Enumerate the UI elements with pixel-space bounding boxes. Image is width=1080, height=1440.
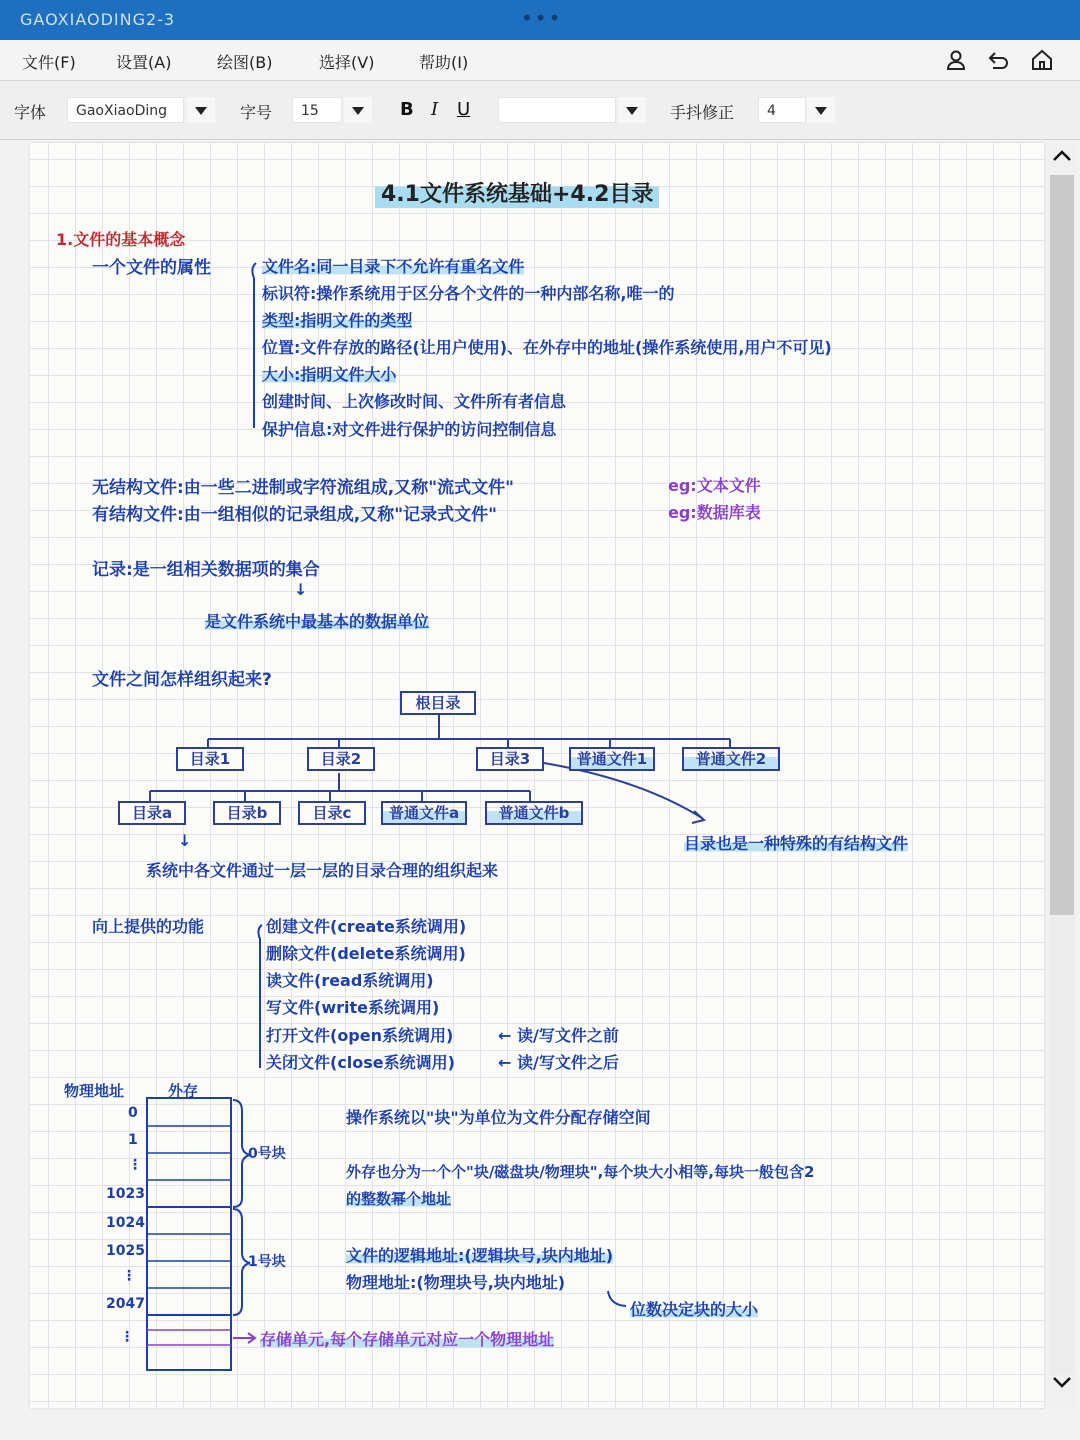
section-heading: 1.文件的基本概念 [56, 230, 186, 249]
scroll-up-icon[interactable] [1052, 149, 1072, 163]
address-value: ⋮ [120, 1329, 134, 1345]
scroll-thumb[interactable] [1050, 175, 1074, 915]
op-line: 删除文件(delete系统调用) [266, 944, 466, 963]
underline-button[interactable]: U [457, 99, 471, 120]
user-icon[interactable] [944, 48, 968, 72]
address-value: 0 [128, 1105, 138, 1121]
shake-dropdown-icon[interactable] [807, 97, 835, 123]
open-note: ← 读/写文件之前 [498, 1026, 619, 1045]
tree-node-root: 根目录 [400, 691, 476, 715]
close-note: ← 读/写文件之后 [498, 1053, 619, 1072]
address-value: ⋮ [122, 1268, 136, 1284]
tree-node: 普通文件a [381, 801, 467, 825]
tree-node: 目录a [118, 801, 186, 825]
op-line: 关闭文件(close系统调用) [266, 1053, 455, 1072]
menu-help[interactable]: 帮助(I) [419, 53, 469, 72]
unstructured-example: eg:文本文件 [668, 476, 761, 495]
tree-node: 目录1 [176, 747, 244, 771]
tree-node: 目录b [213, 801, 281, 825]
undo-icon[interactable] [987, 48, 1011, 72]
font-dropdown-icon[interactable] [187, 97, 215, 123]
menu-bar [0, 40, 1080, 81]
diagram-lines [30, 143, 1044, 1408]
logical-address-note: 文件的逻辑地址:(逻辑块号,块内地址) [346, 1246, 614, 1265]
address-value: ⋮ [128, 1157, 142, 1173]
attr-line: 创建时间、上次修改时间、文件所有者信息 [262, 392, 567, 411]
functions-heading: 向上提供的功能 [92, 917, 205, 936]
address-value: 1 [128, 1132, 138, 1148]
attr-line: 类型:指明文件的类型 [262, 311, 413, 330]
shake-correction-label: 手抖修正 [670, 103, 735, 122]
down-arrow-icon: ↓ [294, 580, 308, 599]
tree-node: 目录c [298, 801, 366, 825]
organization-question: 文件之间怎样组织起来? [92, 670, 272, 690]
vertical-scrollbar[interactable] [1047, 143, 1077, 1408]
more-options-icon[interactable]: ••• [521, 6, 563, 30]
bits-note: 位数决定块的大小 [630, 1300, 759, 1319]
tree-node: 普通文件2 [682, 747, 780, 771]
attr-line: 保护信息:对文件进行保护的访问控制信息 [262, 420, 557, 439]
menu-settings[interactable]: 设置(A) [116, 53, 172, 72]
attr-line: 文件名:同一目录下不允许有重名文件 [262, 257, 525, 276]
tree-node: 目录3 [476, 747, 544, 771]
record-definition: 记录:是一组相关数据项的集合 [92, 560, 320, 580]
op-line: 打开文件(open系统调用) [266, 1026, 454, 1045]
title-bar [0, 0, 1080, 40]
blocks-note-line-2: 的整数幂个地址 [346, 1190, 452, 1208]
physical-address-label: 物理地址 [64, 1082, 125, 1100]
op-line: 写文件(write系统调用) [266, 998, 440, 1017]
font-label: 字体 [14, 103, 47, 122]
address-value: 2047 [106, 1296, 145, 1312]
attr-line: 大小:指明文件大小 [262, 365, 397, 384]
menu-file[interactable]: 文件(F) [22, 53, 76, 72]
italic-button[interactable]: I [431, 99, 439, 120]
tree-node: 普通文件1 [569, 747, 655, 771]
block-1-label: 1号块 [248, 1254, 286, 1270]
window-title: GAOXIAODING2-3 [20, 10, 176, 29]
blocks-note-line-1: 外存也分为一个个"块/磁盘块/物理块",每个块大小相等,每块一般包含2 [346, 1163, 815, 1181]
op-line: 创建文件(create系统调用) [266, 917, 467, 936]
color-dropdown-icon[interactable] [618, 97, 646, 123]
tree-node: 普通文件b [485, 801, 583, 825]
attr-line: 标识符:操作系统用于区分各个文件的一种内部名称,唯一的 [262, 284, 675, 303]
menu-select[interactable]: 选择(V) [319, 53, 375, 72]
tree-node: 目录2 [307, 747, 375, 771]
address-value: 1025 [106, 1243, 145, 1259]
note-title: 4.1文件系统基础+4.2目录 [375, 177, 659, 208]
size-select[interactable]: 15 [292, 97, 342, 123]
record-note: 是文件系统中最基本的数据单位 [205, 612, 430, 631]
size-dropdown-icon[interactable] [344, 97, 372, 123]
format-toolbar [0, 81, 1080, 140]
structured-example: eg:数据库表 [668, 503, 761, 522]
note-canvas[interactable] [30, 143, 1044, 1408]
tree-note: 系统中各文件通过一层一层的目录合理的组织起来 [146, 861, 499, 880]
font-select[interactable]: GaoXiaoDing [67, 97, 184, 123]
home-icon[interactable] [1030, 48, 1054, 72]
size-label: 字号 [240, 103, 273, 122]
shake-correction-select[interactable]: 4 [758, 97, 806, 123]
block-0-label: 0号块 [248, 1146, 286, 1162]
down-arrow-icon: ↓ [178, 831, 192, 850]
directory-note: 目录也是一种特殊的有结构文件 [684, 834, 909, 853]
allocation-note: 操作系统以"块"为单位为文件分配存储空间 [346, 1108, 651, 1127]
storage-unit-note: 存储单元,每个存储单元对应一个物理地址 [260, 1330, 555, 1349]
color-select[interactable] [498, 97, 616, 123]
attributes-heading: 一个文件的属性 [92, 258, 211, 278]
structured-file-line: 有结构文件:由一组相似的记录组成,又称"记录式文件" [92, 505, 497, 525]
bold-button[interactable]: B [400, 99, 414, 120]
menu-draw[interactable]: 绘图(B) [217, 53, 273, 72]
unstructured-file-line: 无结构文件:由一些二进制或字符流组成,又称"流式文件" [92, 478, 514, 498]
address-value: 1024 [106, 1215, 145, 1231]
external-storage-label: 外存 [168, 1082, 199, 1100]
attr-line: 位置:文件存放的路径(让用户使用)、在外存中的地址(操作系统使用,用户不可见) [262, 338, 832, 357]
physical-address-note: 物理地址:(物理块号,块内地址) [346, 1273, 566, 1292]
address-value: 1023 [106, 1186, 145, 1202]
op-line: 读文件(read系统调用) [266, 971, 434, 990]
scroll-down-icon[interactable] [1052, 1375, 1072, 1389]
